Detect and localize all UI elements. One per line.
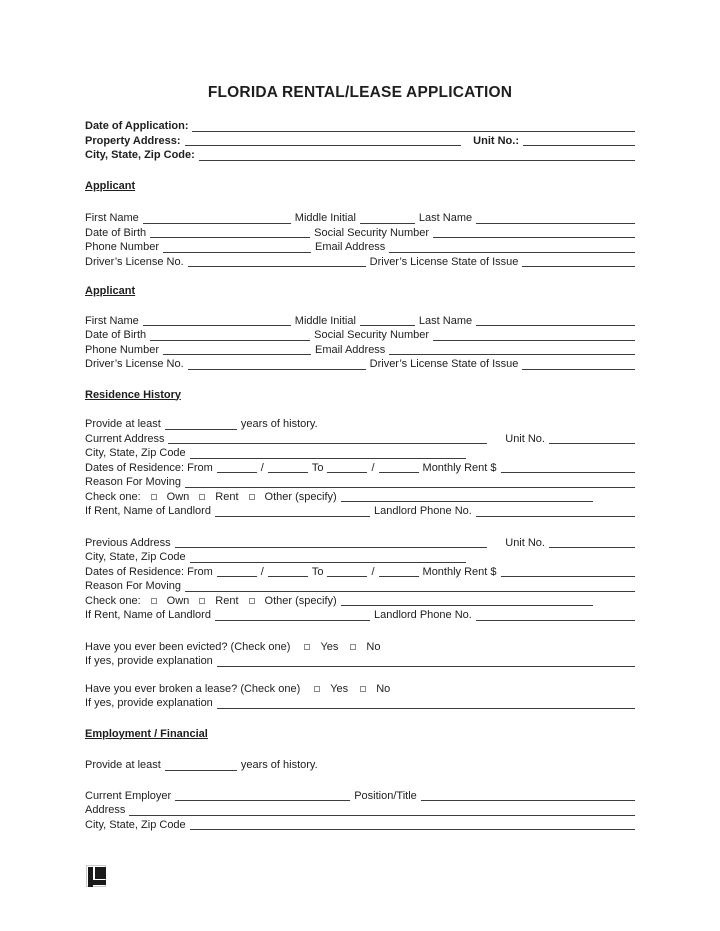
a2-first-name-line[interactable]: [143, 314, 291, 327]
emp-provide-prefix-label: Provide at least: [85, 759, 161, 771]
cur-reason-line[interactable]: [185, 475, 635, 488]
a1-dl-no-label: Driver’s License No.: [85, 255, 184, 268]
a2-dl-state-line[interactable]: [522, 357, 635, 370]
prev-dates-from-label: Dates of Residence: From: [85, 565, 213, 578]
applicant2-section: [85, 314, 635, 372]
a2-last-name-label: Last Name: [418, 314, 473, 327]
broken-lease-explanation-line[interactable]: [217, 696, 635, 709]
a1-email-line[interactable]: [389, 240, 635, 253]
a1-last-name-line[interactable]: [476, 211, 635, 224]
a1-middle-initial-line[interactable]: [360, 211, 415, 224]
cur-dates-from-label: Dates of Residence: From: [85, 461, 213, 474]
prev-unit-no-line[interactable]: [549, 536, 635, 549]
evicted-yes-label: Yes: [320, 640, 339, 653]
cur-to-slash: /: [371, 461, 375, 474]
a2-email-line[interactable]: [389, 343, 635, 356]
emp-address-label: Address: [85, 804, 126, 816]
cur-other-label: Other (specify): [264, 490, 337, 503]
res-provide-years-line[interactable]: [165, 417, 237, 430]
applicant1-heading: Applicant: [85, 179, 136, 192]
cur-address-line[interactable]: [168, 432, 487, 445]
employment-provide-row: [85, 758, 635, 773]
a1-email-label: Email Address: [315, 241, 386, 253]
a2-first-name-label: First Name: [85, 314, 139, 327]
date-of-application-line[interactable]: [192, 119, 635, 132]
cur-to-year-line[interactable]: [379, 461, 419, 474]
applicant1-section: [85, 211, 635, 269]
emp-provide-suffix-label: years of history.: [240, 759, 318, 771]
a1-last-name-label: Last Name: [418, 212, 473, 224]
prev-other-checkbox[interactable]: [249, 598, 255, 604]
prev-unit-no-label: Unit No.: [505, 536, 545, 549]
applicant2-heading: Applicant: [85, 285, 136, 297]
evicted-explanation-line[interactable]: [217, 654, 635, 667]
prev-dates-to-label: To: [311, 565, 324, 578]
residence-history-heading: Residence History: [85, 388, 181, 401]
prev-address-line[interactable]: [175, 536, 488, 549]
prev-landlord-phone-line[interactable]: [476, 608, 635, 621]
prev-to-slash: /: [371, 565, 375, 578]
cur-city-state-zip-label: City, State, Zip Code: [85, 447, 186, 459]
res-provide-suffix-label: years of history.: [240, 418, 318, 430]
emp-address-line[interactable]: [129, 803, 635, 816]
cur-unit-no-line[interactable]: [549, 432, 635, 445]
property-address-line[interactable]: [185, 134, 462, 147]
a2-email-label: Email Address: [315, 343, 386, 356]
cur-address-label: Current Address: [85, 432, 165, 445]
broken-lease-no-label: No: [376, 682, 391, 695]
a1-dl-no-line[interactable]: [188, 255, 366, 268]
broken-lease-question-section: [85, 682, 635, 711]
broken-lease-question-label: Have you ever broken a lease? (Check one): [85, 682, 301, 695]
evicted-question-section: [85, 640, 635, 669]
prev-from-year-line[interactable]: [268, 565, 308, 578]
a1-middle-initial-label: Middle Initial: [294, 212, 356, 224]
a2-last-name-line[interactable]: [476, 314, 635, 327]
a1-first-name-label: First Name: [85, 212, 139, 224]
a1-ssn-label: Social Security Number: [314, 226, 430, 239]
current-residence-section: [85, 417, 635, 519]
prev-own-checkbox[interactable]: [151, 598, 157, 604]
cur-other-checkbox[interactable]: [249, 494, 255, 500]
a1-first-name-line[interactable]: [143, 211, 291, 224]
cur-rent-label: Rent: [215, 490, 239, 503]
cur-monthly-rent-line[interactable]: [501, 461, 635, 474]
a1-dl-state-label: Driver’s License State of Issue: [369, 255, 519, 268]
a2-dl-no-label: Driver’s License No.: [85, 358, 184, 370]
unit-no-line[interactable]: [523, 134, 635, 147]
evicted-no-label: No: [366, 640, 381, 653]
prev-address-label: Previous Address: [85, 536, 171, 549]
logo-square-block: [95, 867, 106, 879]
prev-other-label: Other (specify): [264, 594, 337, 607]
evicted-yes-checkbox[interactable]: [304, 644, 310, 650]
prev-check-one-label: Check one:: [85, 594, 141, 607]
position-title-line[interactable]: [421, 789, 635, 802]
prev-other-specify-line[interactable]: [341, 594, 593, 607]
cur-own-checkbox[interactable]: [151, 494, 157, 500]
cur-reason-label: Reason For Moving: [85, 476, 181, 488]
emp-city-state-zip-label: City, State, Zip Code: [85, 818, 186, 831]
cur-landlord-name-label: If Rent, Name of Landlord: [85, 505, 211, 517]
cur-from-month-line[interactable]: [217, 461, 257, 474]
cur-from-year-line[interactable]: [268, 461, 308, 474]
evicted-no-checkbox[interactable]: [350, 644, 356, 650]
cur-unit-no-label: Unit No.: [505, 432, 545, 445]
cur-landlord-phone-line[interactable]: [476, 504, 635, 517]
position-title-label: Position/Title: [354, 789, 417, 802]
prev-landlord-name-label: If Rent, Name of Landlord: [85, 609, 211, 621]
a2-dl-state-label: Driver’s License State of Issue: [369, 358, 519, 370]
cur-from-slash: /: [260, 461, 264, 474]
prev-city-state-zip-label: City, State, Zip Code: [85, 551, 186, 563]
document-page: [85, 0, 635, 887]
logo-l-horizontal-bar: [88, 880, 106, 885]
a2-middle-initial-line[interactable]: [360, 314, 415, 327]
cur-monthly-rent-label: Monthly Rent $: [422, 461, 497, 474]
cur-own-label: Own: [166, 490, 190, 503]
cur-city-state-zip-line[interactable]: [190, 446, 466, 459]
prev-to-month-line[interactable]: [327, 565, 367, 578]
prev-landlord-phone-label: Landlord Phone No.: [373, 609, 472, 621]
previous-residence-section: [85, 536, 635, 623]
a2-dl-no-line[interactable]: [188, 357, 366, 370]
prev-rent-label: Rent: [215, 594, 239, 607]
prev-landlord-name-line[interactable]: [215, 608, 370, 621]
emp-city-state-zip-line[interactable]: [190, 818, 635, 831]
a1-ssn-line[interactable]: [433, 226, 635, 239]
prev-monthly-rent-label: Monthly Rent $: [422, 565, 497, 578]
current-employer-label: Current Employer: [85, 789, 172, 802]
prev-rent-checkbox[interactable]: [199, 598, 205, 604]
prev-to-year-line[interactable]: [379, 565, 419, 578]
a1-dl-state-line[interactable]: [522, 255, 635, 268]
cur-dates-to-label: To: [311, 461, 324, 474]
cur-check-one-label: Check one:: [85, 490, 141, 503]
a2-ssn-label: Social Security Number: [314, 329, 430, 341]
a1-dob-label: Date of Birth: [85, 226, 147, 239]
employment-financial-heading: Employment / Financial: [85, 727, 208, 740]
cur-landlord-phone-label: Landlord Phone No.: [373, 505, 472, 517]
property-address-label: Property Address:: [85, 134, 181, 147]
page-title: FLORIDA RENTAL/LEASE APPLICATION: [207, 84, 513, 101]
a2-middle-initial-label: Middle Initial: [294, 314, 356, 327]
cur-other-specify-line[interactable]: [341, 490, 593, 503]
header-section: [85, 119, 635, 163]
city-state-zip-label: City, State, Zip Code:: [85, 149, 195, 161]
prev-reason-line[interactable]: [185, 579, 635, 592]
broken-lease-explanation-label: If yes, provide explanation: [85, 697, 213, 709]
cur-landlord-name-line[interactable]: [215, 504, 370, 517]
prev-city-state-zip-line[interactable]: [190, 550, 466, 563]
broken-lease-yes-checkbox[interactable]: [314, 686, 320, 692]
broken-lease-yes-label: Yes: [330, 682, 349, 695]
evicted-explanation-label: If yes, provide explanation: [85, 655, 213, 667]
cur-rent-checkbox[interactable]: [199, 494, 205, 500]
evicted-question-label: Have you ever been evicted? (Check one): [85, 640, 291, 653]
a1-dob-line[interactable]: [150, 226, 310, 239]
emp-provide-years-line[interactable]: [165, 758, 237, 771]
a2-phone-label: Phone Number: [85, 343, 159, 356]
broken-lease-no-checkbox[interactable]: [360, 686, 366, 692]
prev-monthly-rent-line[interactable]: [501, 565, 635, 578]
legal-templates-logo: [86, 865, 106, 887]
res-provide-prefix-label: Provide at least: [85, 418, 161, 430]
unit-no-label: Unit No.:: [473, 134, 519, 147]
date-of-application-label: Date of Application:: [85, 120, 189, 132]
cur-to-month-line[interactable]: [327, 461, 367, 474]
a2-dob-line[interactable]: [150, 328, 310, 341]
current-employer-line[interactable]: [175, 789, 350, 802]
employer-section: [85, 789, 635, 833]
a2-phone-line[interactable]: [163, 343, 311, 356]
a1-phone-line[interactable]: [163, 240, 311, 253]
prev-own-label: Own: [166, 594, 190, 607]
a2-ssn-line[interactable]: [433, 328, 635, 341]
a2-dob-label: Date of Birth: [85, 329, 147, 341]
city-state-zip-line[interactable]: [199, 148, 635, 161]
prev-from-slash: /: [260, 565, 264, 578]
a1-phone-label: Phone Number: [85, 241, 159, 253]
prev-from-month-line[interactable]: [217, 565, 257, 578]
prev-reason-label: Reason For Moving: [85, 580, 181, 592]
